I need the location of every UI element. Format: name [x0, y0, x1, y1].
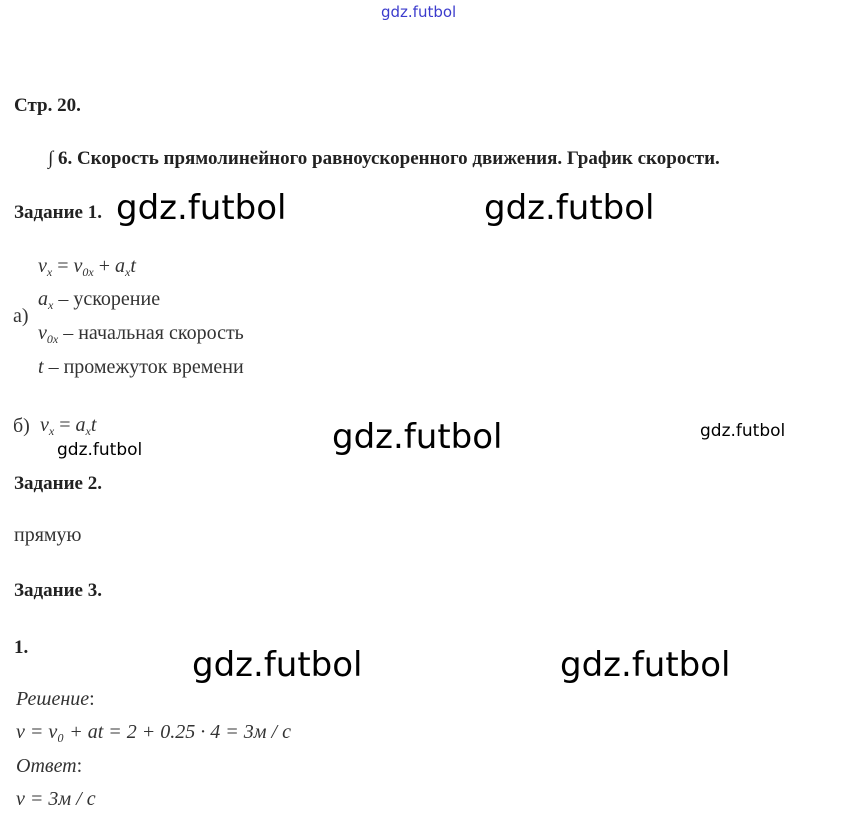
watermark: gdz.futbol	[560, 645, 731, 685]
part-b-marker: б)	[13, 415, 30, 437]
definition-acceleration: $a_x$ – ускорение	[38, 288, 161, 312]
watermark-top: gdz.futbol	[381, 3, 457, 21]
task-3-label: Задание 3.	[14, 580, 102, 601]
formula-a: $v_x = v_{0x} + a_xt$	[38, 255, 136, 279]
watermark: gdz.futbol	[484, 188, 655, 228]
watermark: gdz.futbol	[192, 645, 363, 685]
watermark: gdz.futbol	[116, 188, 287, 228]
task-2-label: Задание 2.	[14, 473, 102, 494]
solution-formula: v = v₀ + at = 2 + 0.25 · 4 = 3м / с	[16, 721, 291, 743]
watermark: gdz.futbol	[332, 417, 503, 457]
page-reference: Стр. 20.	[14, 95, 81, 116]
answer-formula: v = 3м / с	[16, 788, 96, 810]
definition-initial-velocity: $v_{0x}$ – начальная скорость	[38, 322, 244, 346]
formula-b: $v_x = a_xt$	[40, 414, 97, 438]
part-a-marker: а)	[13, 305, 29, 327]
section-title: ∫ 6. Скорость прямолинейного равноускоренного движения. График скорости.	[48, 148, 720, 169]
watermark: gdz.futbol	[57, 440, 143, 460]
solution-label: Решение:	[16, 688, 95, 710]
watermark: gdz.futbol	[700, 421, 786, 441]
task-1-label: Задание 1.	[14, 202, 102, 223]
definition-time: t – промежуток времени	[38, 356, 244, 378]
task-3-item-number: 1.	[14, 637, 29, 658]
task-2-answer: прямую	[14, 524, 82, 546]
answer-label: Ответ:	[16, 755, 83, 777]
